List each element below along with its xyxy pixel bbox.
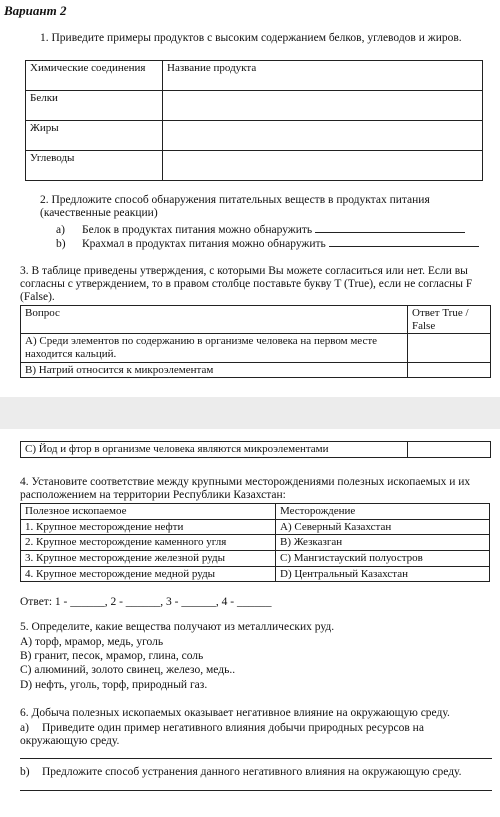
q6-text: 6. Добыча полезных ископаемых оказывает негативное влияние на окружающую среду.	[20, 707, 450, 719]
answer-cell[interactable]	[408, 442, 491, 458]
table-cell: С) Мангистауский полуостров	[276, 550, 490, 566]
table-cell: В) Жезказган	[276, 535, 490, 551]
answer-cell[interactable]	[408, 362, 491, 378]
q5-option[interactable]: А) торф, мрамор, медь, уголь	[20, 636, 164, 648]
q6-item-a	[20, 722, 490, 748]
q2-item-b	[56, 236, 500, 251]
q1-table	[25, 60, 483, 181]
table-header-cell: Вопрос	[21, 306, 408, 334]
table-header-cell: Название продукта	[163, 61, 483, 91]
table-cell: 3. Крупное месторождение железной руды	[21, 550, 276, 566]
table-row	[26, 151, 483, 181]
q4-text: 4. Установите соответствие между крупными месторождениями полезных ископаемых и их расположением на территории Республики Казахстан:	[20, 476, 471, 502]
table-cell: 2. Крупное месторождение каменного угля	[21, 535, 276, 551]
item-text: Предложите способ устранения данного негативного влияния на окружающую среду.	[42, 766, 462, 778]
table-row	[26, 91, 483, 121]
answer-cell[interactable]	[163, 91, 483, 121]
answer-cell[interactable]	[163, 121, 483, 151]
table-cell: Белки	[26, 91, 163, 121]
answer-line[interactable]	[315, 222, 465, 233]
table-row	[21, 504, 490, 520]
q3-table-continued	[20, 441, 491, 458]
table-row	[21, 566, 490, 582]
table-cell: А) Среди элементов по содержанию в организме человека на первом месте находится кальций.	[21, 334, 408, 362]
q3-text: 3. В таблице приведены утверждения, с которыми Вы можете согласиться или нет. Если вы согласны с утверждением, то в правом столбце поставьте букву T (True), если не согласны F (False).	[20, 265, 473, 304]
table-row	[26, 121, 483, 151]
table-header-cell: Химические соединения	[26, 61, 163, 91]
table-cell: В) Натрий относится к микроэлементам	[21, 362, 408, 378]
q5-option[interactable]: D) нефть, уголь, торф, природный газ.	[20, 679, 208, 691]
table-cell: D) Центральный Казахстан	[276, 566, 490, 582]
item-marker: b)	[20, 766, 30, 778]
q3-table	[20, 305, 491, 378]
table-header-cell: Месторождение	[276, 504, 490, 520]
q5-text: 5. Определите, какие вещества получают из металлических руд.	[20, 621, 335, 633]
answer-line[interactable]	[20, 790, 492, 791]
table-row	[26, 61, 483, 91]
table-header-cell: Полезное ископаемое	[21, 504, 276, 520]
q4-table	[20, 503, 490, 582]
table-row	[21, 519, 490, 535]
table-cell: С) Йод и фтор в организме человека являются микроэлементами	[21, 442, 408, 458]
answer-line[interactable]	[20, 758, 492, 759]
table-row	[21, 334, 491, 362]
table-cell: 4. Крупное месторождение медной руды	[21, 566, 276, 582]
table-row	[21, 535, 490, 551]
q2-item-a	[56, 222, 496, 237]
answer-line[interactable]	[329, 236, 479, 247]
table-header-cell: Ответ True / False	[408, 306, 491, 334]
item-marker: b)	[56, 238, 66, 250]
q6-item-b	[20, 766, 496, 779]
q1-text: 1. Приведите примеры продуктов с высоким содержанием белков, углеводов и жиров.	[40, 32, 462, 44]
q2-text: 2. Предложите способ обнаружения питательных веществ в продуктах питания (качественные реакции)	[40, 194, 430, 220]
answer-cell[interactable]	[163, 151, 483, 181]
table-row	[21, 442, 491, 458]
variant-title: Вариант 2	[4, 3, 67, 18]
table-row	[21, 362, 491, 378]
table-cell: Жиры	[26, 121, 163, 151]
q5-option[interactable]: В) гранит, песок, мрамор, глина, соль	[20, 650, 204, 662]
page-gap	[0, 397, 500, 429]
item-marker: a)	[56, 224, 65, 236]
answer-cell[interactable]	[408, 334, 491, 362]
item-text: Приведите один пример негативного влияния добычи природных ресурсов на окружающую среду.	[20, 722, 424, 748]
q5-option[interactable]: С) алюминий, золото свинец, железо, медь..	[20, 664, 236, 676]
table-cell: 1. Крупное месторождение нефти	[21, 519, 276, 535]
table-row	[21, 306, 491, 334]
item-text: Крахмал в продуктах питания можно обнаружить	[82, 238, 326, 250]
q4-answer-line[interactable]: Ответ: 1 - ______, 2 - ______, 3 - ______, 4 - ______	[20, 596, 272, 608]
table-cell: А) Северный Казахстан	[276, 519, 490, 535]
item-text: Белок в продуктах питания можно обнаружить	[82, 224, 313, 236]
table-row	[21, 550, 490, 566]
item-marker: a)	[20, 722, 29, 734]
table-cell: Углеводы	[26, 151, 163, 181]
